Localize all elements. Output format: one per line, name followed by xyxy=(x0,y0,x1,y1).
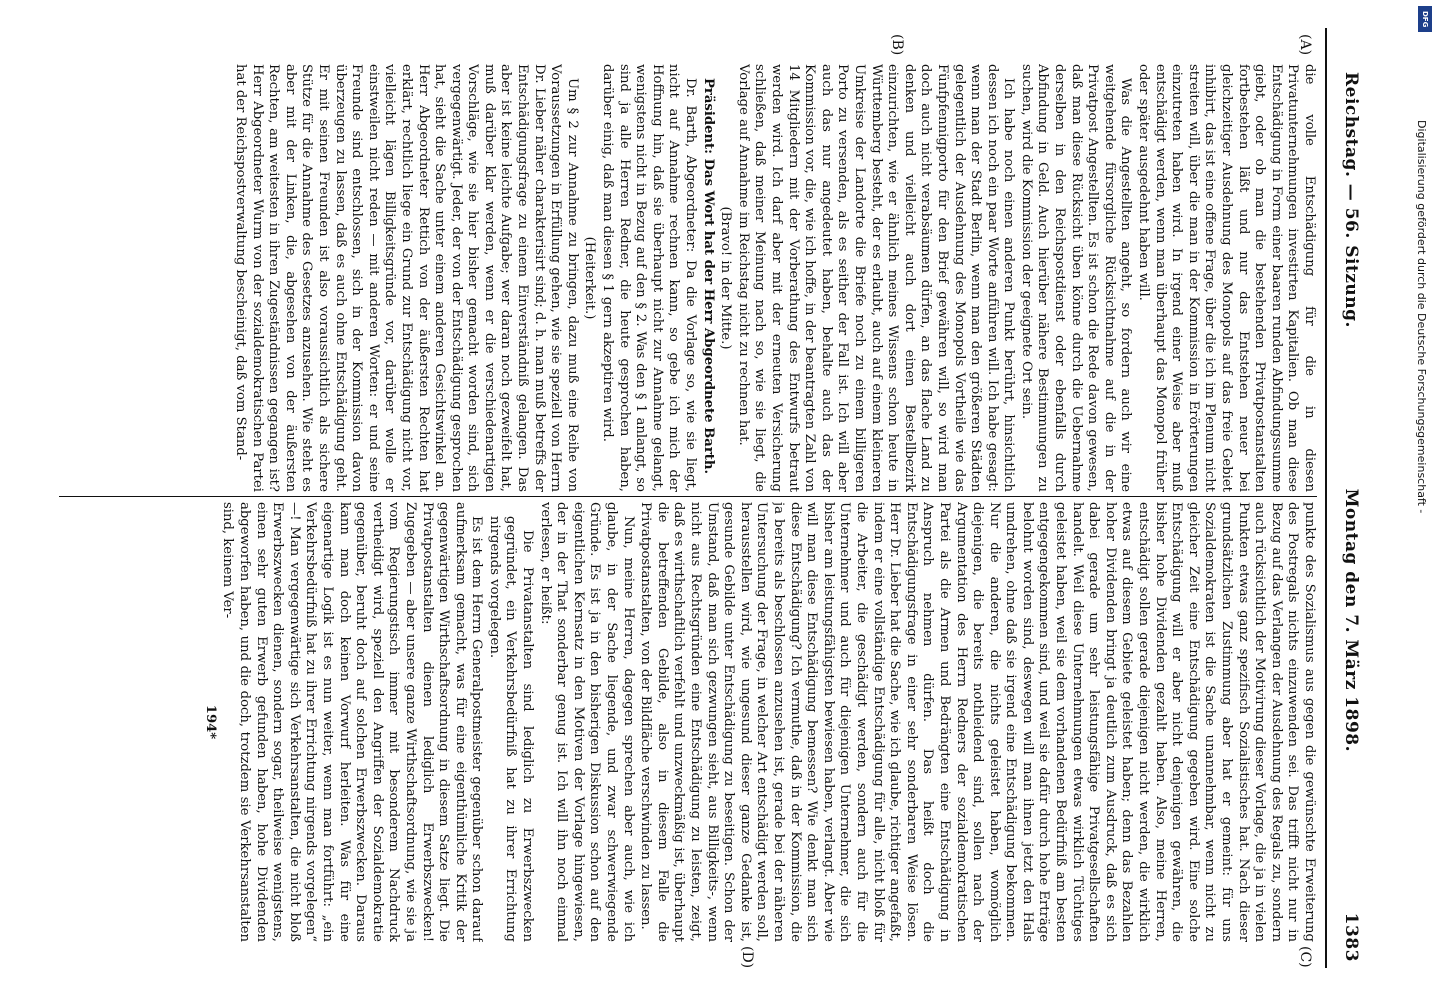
header-session: Reichstag. — 56. Sitzung. xyxy=(1341,72,1361,328)
paragraph: Was die Angestellten angeht, so fordern auch wir eine weitgehende fürsorgliche Rücksichtnahme auf die in der Privatpost Angestellten. Es ist schon die Rede davon gewesen, daß man diese Rücksicht üben könne durch die Uebernahme derselben in den Reichspostdienst oder ebenfalls durch Abfindung in Geld. Auch hierüber nähere Bestimmungen zu suchen, wird die Kommission der geeignete Ort sein. xyxy=(1018,64,1134,492)
paragraph: Ich habe noch einen anderen Punkt berührt, hinsichtlich dessen ich noch ein paar Worte anführen will. Ich habe gesagt: wenn man der Stadt Berlin, wenn man den größeren Städten gelegentlich der Ausdehnung des Monopols Vortheile wie das Fünfpfennigporto für den Brief gewähren will, so wird man doch auch nicht verabsäumen dürfen, an das flache Land zu denken und vielleicht auch dort einen Bestellbezirk einzurichten, wie er ähnlich meines Wissens schon heute in Württemberg besteht, der es erlaubt, auch auf einem kleineren Umkreise der Landorte die Briefe noch zu einem billigeren Porto zu versenden, als es seither der Fall ist. Ich will aber auch das nur angedeutet haben, behalte auch das der Kommission vor, die, wie ich hoffe, in der beantragten Zahl von 14 Mitgliedern mit der Vorberathung des Entwurfs betraut werden wird. Ich darf aber mit der erneuten Versicherung schließen, daß meiner Meinung nach so, wie sie liegt, die Vorlage auf Annahme im Reichstag nicht zu rechnen hat. xyxy=(735,64,1017,492)
paragraph: die volle Entschädigung für die in diesen Privatunternehmungen investirten Kapitalien. Ob man diese Entschädigung in Form einer baaren runden Abfindungssumme giebt, oder ob man die bestehenden Privatpostanstalten fortbestehen läßt und nur das Entstehen neuer bei gleichzeitiger Ausdehnung des Monopols auf das freie Gebiet inhibirt, das ist eine offene Frage, über die ich im Plenum nicht streiten will, über die man in der Kommission in Erörterungen einzutreten haben wird. In irgend einer Weise aber muß entschädigt werden, wenn man überhaupt das Monopol früher oder später ausgedehnt haben will. xyxy=(1136,64,1317,492)
left-column xyxy=(59,64,1317,492)
header-date: Montag den 7. März 1898. xyxy=(1341,488,1361,753)
marker-c: (C) xyxy=(1297,946,1313,968)
digitization-note xyxy=(1416,120,1430,880)
paragraph: Dr. Barth, Abgeordneter: Da die Vorlage so, wie sie liegt, nicht auf Annahme rechnen kann, so gebe ich mich der Hoffnung hin, daß sie überhaupt nicht zur Annahme gelangt, wenigstens nicht in Bezug auf den § 2. Was den § 1 anlangt, so sind ja alle Herren Redner, die heute gesprochen haben, darüber einig, daß man diesen § 1 gern akzeptiren wird. xyxy=(600,64,699,492)
newspaper-page xyxy=(45,28,1375,968)
paragraph: punkte des Sozialismus aus gegen die gewünschte Erweiterung des Postregals nichts einzuwenden sei. Das trifft nicht nur in Bezug auf das Verlangen der Ausdehnung des Regals zu, sondern auch rücksichtlich der Motivirung dieser Vorlage, die ja in vielen Punkten etwas ganz spezifisch Sozialistisches hat. Nach dieser grundsätzlichen Zustimmung aber hat er gemeint: für uns Sozialdemokraten ist die Sache unannehmbar, wenn nicht zu gleicher Zeit eine Entschädigung gegeben wird. Eine solche Entschädigung will er aber nicht denjenigen gewähren, die bisher hohe Dividenden gezahlt haben. Also, meine Herren, entschädigt sollen gerade diejenigen nicht werden, die wirklich etwas auf diesem Gebiete geleistet haben; denn das Bezahlen hoher Dividenden bringt ja deutlich zum Ausdruck, daß es sich dabei gerade um sehr leistungsfähige Privatgesellschaften handelt. Weil diese Unternehmungen etwas wirklich Tüchtiges geleistet haben, weil sie dem vorhandenen Bedürfniß am besten entgegengekommen sind, und weil sie dafür durch hohe Erträge belohnt worden sind, deswegen will man ihnen jetzt den Hals umdrehen, ohne daß sie irgend eine Entschädigung bekommen. Nur die anderen, die nichts geleistet haben, womöglich diejenigen, die bereits nothleidend sind, sollen nach der Argumentation des Herrn Redners der sozialdemokratischen Partei als die Armen und Bedrängten eine Entschädigung in Anspruch nehmen dürfen. Das heißt doch die Entschädigungsfrage in einer sehr sonderbaren Weise lösen. Herr Dr. Lieber hat die Sache, wie ich glaube, richtiger angefaßt, indem er eine vollständige Entschädigung für alle, nicht bloß für die Arbeiter, die geschädigt werden, sondern auch für die Unternehmer und auch für diejenigen Unternehmer, die sich bisher am leistungsfähigsten bewiesen haben, verlangt. Aber wie will man diese Entschädigung bemessen? Wie denkt man sich diese Entschädigung? Ich vermuthe, daß in der Kommission, die ja bereits als beschlossen anzusehen ist, gerade bei der näheren Untersuchung der Frage, in welcher Art entschädigt werden soll, herausstellen wird, wie ungesund dieser ganze Gedanke ist, gesunde Gebilde unter Entschädigung zu beseitigen. Schon der Umstand, daß man sich gezwungen sieht, aus Billigkeits-, wenn nicht aus Rechtsgründen eine Entschädigung zu leisten, zeigt, daß es wirthschaftlich verfehlt und unzweckmäßig ist, überhaupt die betreffenden Gebilde, also in diesem Falle die Privatpostanstalten, von der Bildfläche verschwinden zu lassen. xyxy=(638,502,1317,942)
laughter-note: (Heiterkeit.) xyxy=(582,236,598,320)
right-column xyxy=(59,502,1317,942)
paragraph: Es ist dem Herrn Generalpostmeister gegenüber schon darauf aufmerksam gemacht, was für eine eigenthümliche Kritik der gegenwärtigen Wirthschaftsordnung in diesem Satze liegt. Die Privatpostanstalten dienen lediglich Erwerbszwecken! Zugegeben — aber unsere ganze Wirthschaftsordnung, wie sie ja vom Regierungstisch immer mit besonderem Nachdruck vertheidigt wird, speziell den Angriffen der Sozialdemokratie gegenüber, beruht doch auf solchen Erwerbszwecken. Daraus kann man doch keinen Vorwurf herleiten. Was für eine eigenartige Logik ist es nun weiter, wenn man fortführt: „ein Verkehrsbedürfniß hat zu ihrer Errichtung nirgends vorgelegen“ —! Man vergegenwärtige sich Verkehrsanstalten, die nicht bloß Erwerbszwecken dienen, sondern sogar, theilweise wenigstens, einen sehr guten Erwerb gefunden haben, hohe Dividenden abgeworfen haben, und die doch, trotzdem sie Verkehrsanstalten sind, keinem Ver- xyxy=(220,502,485,942)
president-line: Präsident: Das Wort hat der Herr Abgeordnete Barth. xyxy=(700,78,716,475)
applause-note: (Bravo! in der Mitte.) xyxy=(718,206,734,350)
page-header xyxy=(1325,28,1375,968)
quotation: Die Privatanstalten sind lediglich zu Erwerbszwecken gegründet, ein Verkehrsbedürfniß hat zu ihrer Errichtung nirgends vorgelegen. xyxy=(486,516,536,942)
marker-a: (A) xyxy=(1297,34,1313,56)
column-divider xyxy=(59,496,1317,497)
paragraph: Nun, meine Herren, dagegen sprechen aber auch, wie ich glaube, in der Sache liegende, und zwar schwerwiegende Gründe. Es ist ja in den bisherigen Diskussion schon auf den eigentlichen Kernsatz in den Motiven der Vorlage hingewiesen, der in der That sonderbar genug ist. Ich will ihn noch einmal verlesen, er heißt: xyxy=(537,502,636,942)
page-number: 1383 xyxy=(1341,912,1361,962)
marker-d: (D) xyxy=(739,946,755,969)
dfg-logo: DFG xyxy=(1418,6,1432,32)
sheet-signature: 194* xyxy=(202,704,218,740)
digitization-note-text: Digitalisierung gefördert durch die Deutsche Forschungsgemeinschaft - xyxy=(1415,120,1428,514)
marker-b: (B) xyxy=(889,34,905,56)
paragraph: Um § 2 zur Annahme zu bringen, dazu muß eine Reihe von Voraussetzungen in Erfüllung gehen, wie sie speziell von Herrn Dr. Lieber näher charakterisirt sind; d. h. man muß betreffs der Entschädigungsfrage zu einem Einverständniß gelangen. Das aber ist keine leichte Aufgabe; wer daran noch gezweifelt hat, muß darüber klar werden, wenn er die verschiedenartigen Vorschläge, wie sie hier bisher gemacht worden sind, sich vergegenwärtigt. Jeder, der von der Entschädigung gesprochen hat, sieht die Sache unter einem anderen Gesichtswinkel an. Herr Abgeordneter Rettich von der äußersten Rechten hat erklärt, rechtlich liege ein Grund zur Entschädigung nicht vor, vielleicht lägen Billigkeitsgründe vor, darüber wolle er einstweilen nicht reden — mit anderen Worten: er und seine Freunde sind entschlossen, sich in der Kommission davon überzeugen zu lassen, daß es auch ohne Entschädigung geht. Er mit seinen Freunden ist also voraussichtlich als sichere Stütze für die Annahme des Gesetzes anzusehen. Wie steht es aber mit der Linken, die, abgesehen von der äußersten Rechten, am weitesten in ihren Zugeständnissen gegangen ist? Herr Abgeordneter Wurm von der sozialdemokratischen Partei hat der Reichspostverwaltung bescheinigt, daß vom Stand- xyxy=(233,64,580,492)
